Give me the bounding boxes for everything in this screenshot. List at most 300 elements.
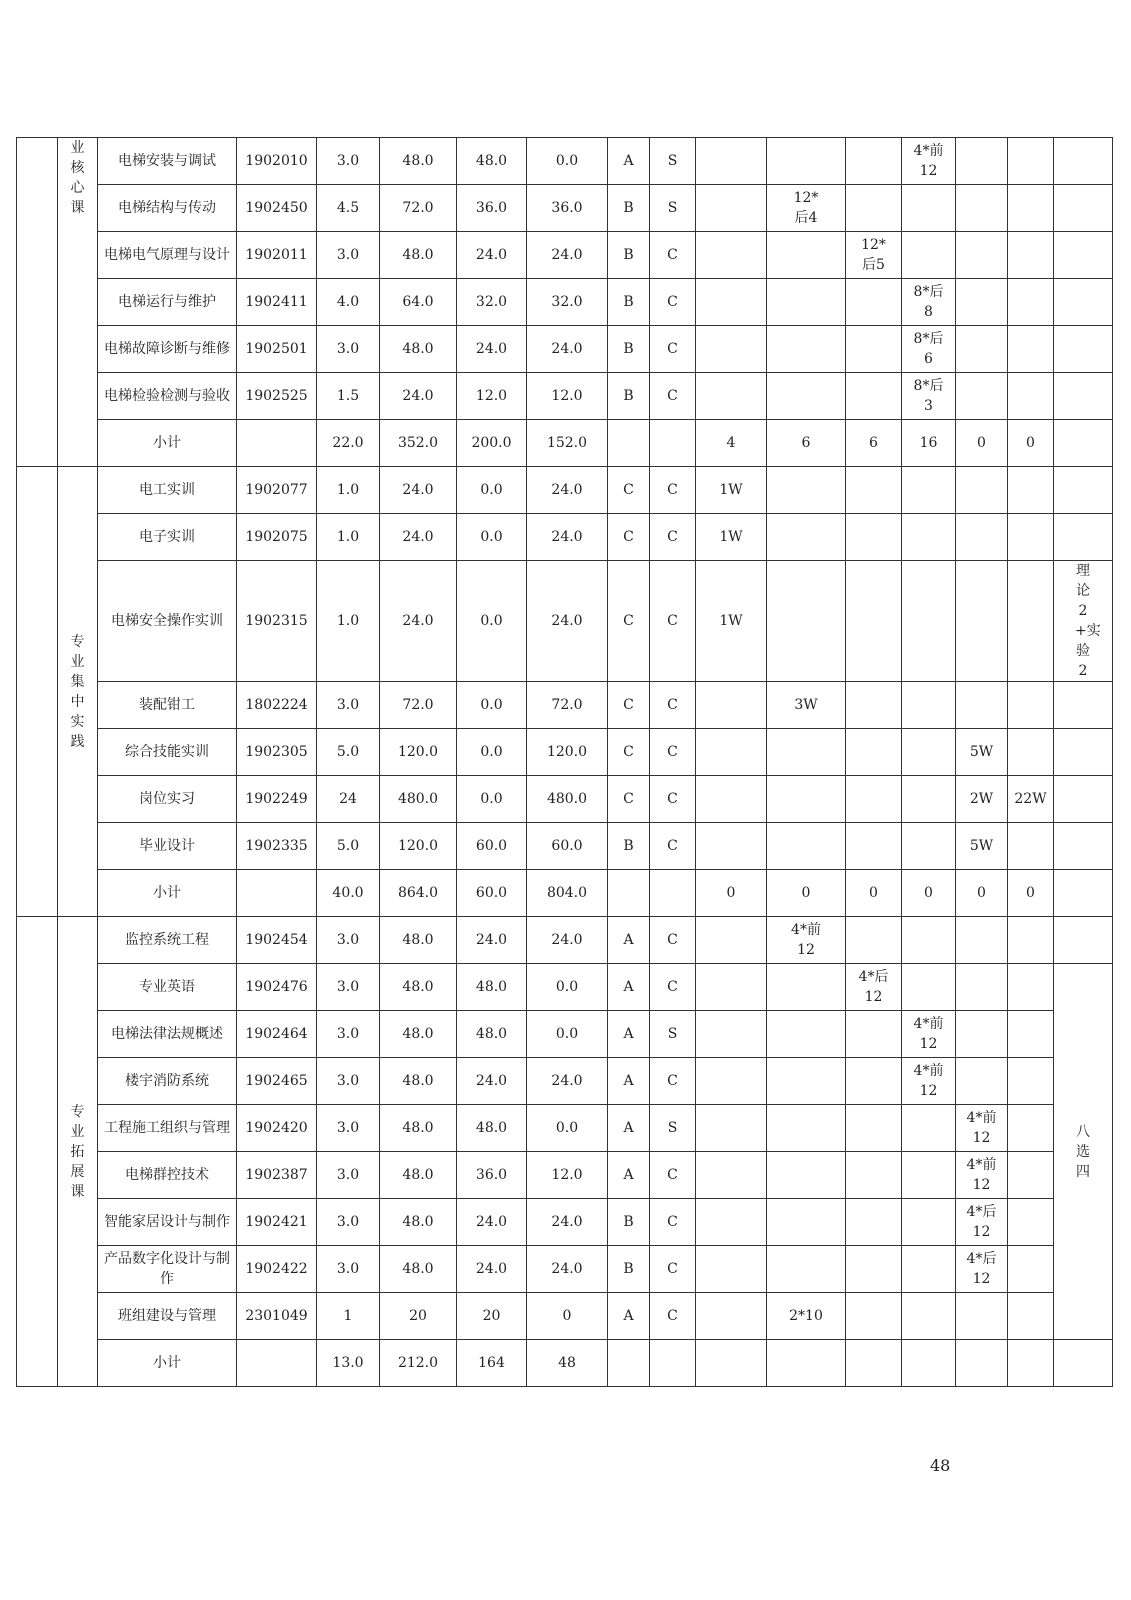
theory-hours: 0.0 [457,776,527,823]
sem-1 [696,1246,767,1293]
practice-hours: 36.0 [527,185,608,232]
theory-hours: 0.0 [457,682,527,729]
remark [1054,326,1113,373]
remark [1054,420,1113,467]
theory-hours: 24.0 [457,326,527,373]
remark [1054,776,1113,823]
sem-4 [902,1105,956,1152]
table-row [17,1152,1113,1199]
assessment: C [650,1246,696,1293]
course-name: 电梯电气原理与设计 [98,232,237,279]
sem-4: 0 [902,870,956,917]
practice-hours: 24.0 [527,1199,608,1246]
theory-hours: 24.0 [457,1058,527,1105]
sem-4 [902,964,956,1011]
course-code: 1902501 [237,326,317,373]
course-type: B [608,185,650,232]
table-row [17,729,1113,776]
sem-4 [902,1011,956,1058]
table-row [17,185,1113,232]
course-code: 1902249 [237,776,317,823]
sem-6 [1008,138,1054,185]
sem-2 [767,1340,846,1387]
assessment [650,1340,696,1387]
course-name: 小计 [98,420,237,467]
course-type: B [608,1199,650,1246]
total-hours: 72.0 [380,185,457,232]
total-hours: 48.0 [380,1105,457,1152]
schedule-text: 4*前12 [966,1157,997,1193]
total-hours: 24.0 [380,514,457,561]
sem-2 [767,823,846,870]
course-type: B [608,279,650,326]
course-code: 1902450 [237,185,317,232]
schedule-text: 8*后6 [913,331,944,367]
sem-1 [696,1199,767,1246]
schedule-text: 4*后12 [966,1251,997,1287]
sem-4 [902,729,956,776]
sem-6 [1008,917,1054,964]
sem-4 [902,823,956,870]
schedule-text: 2*10 [789,1308,823,1324]
sem-4 [902,1340,956,1387]
credits: 5.0 [317,729,380,776]
sem-6: 0 [1008,870,1054,917]
sem-4 [902,1293,956,1340]
section-label-text: 专业拓展课 [70,1103,85,1200]
sem-1 [696,1011,767,1058]
practice-hours: 12.0 [527,1152,608,1199]
sem-5 [956,1293,1008,1340]
sem-2 [767,1058,846,1105]
course-code: 1902411 [237,279,317,326]
assessment: C [650,561,696,682]
sem-3 [846,514,902,561]
practice-hours: 24.0 [527,514,608,561]
sem-6 [1008,185,1054,232]
theory-hours: 200.0 [457,420,527,467]
total-hours: 48.0 [380,1011,457,1058]
practice-hours: 72.0 [527,682,608,729]
remark [1054,185,1113,232]
credits: 3.0 [317,1011,380,1058]
subtotal-row [17,1340,1113,1387]
sem-5 [956,1199,1008,1246]
sem-4 [902,185,956,232]
course-code: 1902465 [237,1058,317,1105]
course-type: B [608,373,650,420]
course-code [237,420,317,467]
remark [1054,232,1113,279]
schedule-text: 4*前12 [913,1016,944,1052]
sem-3 [846,823,902,870]
sem-2 [767,514,846,561]
total-hours: 48.0 [380,1152,457,1199]
schedule-text: 12*后4 [793,190,819,226]
total-hours: 48.0 [380,138,457,185]
sem-3 [846,467,902,514]
course-name: 电梯安装与调试 [98,138,237,185]
sem-6 [1008,279,1054,326]
assessment: C [650,1293,696,1340]
sem-3 [846,279,902,326]
course-type: C [608,561,650,682]
sem-5 [956,561,1008,682]
credits: 3.0 [317,917,380,964]
sem-2 [767,232,846,279]
course-code: 1902077 [237,467,317,514]
table-row [17,138,1113,185]
sem-4 [902,279,956,326]
sem-5 [956,138,1008,185]
schedule-text: 4*后12 [858,969,889,1005]
remark-text: 理论2+实验2 [1075,563,1101,679]
practice-hours: 32.0 [527,279,608,326]
course-name: 综合技能实训 [98,729,237,776]
theory-hours: 0.0 [457,467,527,514]
sem-3 [846,138,902,185]
table-row [17,776,1113,823]
sem-4 [902,1058,956,1105]
left-margin-cell [17,467,58,917]
course-type: B [608,232,650,279]
sem-2 [767,326,846,373]
section-label-text: 业核心课 [70,140,85,216]
course-code: 1902420 [237,1105,317,1152]
sem-3 [846,1011,902,1058]
sem-2: 0 [767,870,846,917]
credits: 3.0 [317,1246,380,1293]
sem-4 [902,1246,956,1293]
subtotal-row [17,870,1113,917]
course-name: 岗位实习 [98,776,237,823]
remark [1054,917,1113,964]
practice-hours: 0.0 [527,1011,608,1058]
course-type: A [608,1105,650,1152]
elective-note-text: 八选四 [1076,1123,1090,1180]
theory-hours: 60.0 [457,823,527,870]
course-type [608,420,650,467]
sem-3 [846,373,902,420]
sem-3 [846,917,902,964]
sem-4 [902,138,956,185]
course-code: 1902525 [237,373,317,420]
theory-hours: 24.0 [457,232,527,279]
assessment: C [650,917,696,964]
total-hours: 48.0 [380,1246,457,1293]
sem-5 [956,917,1008,964]
course-code: 1902075 [237,514,317,561]
sem-4 [902,561,956,682]
sem-6 [1008,1199,1054,1246]
remark [1054,561,1113,682]
sem-1: 1W [696,514,767,561]
sem-2 [767,729,846,776]
sem-3: 0 [846,870,902,917]
practice-hours: 24.0 [527,561,608,682]
course-code: 1902335 [237,823,317,870]
course-name: 电梯群控技术 [98,1152,237,1199]
sem-6 [1008,1105,1054,1152]
course-type: A [608,138,650,185]
sem-6 [1008,1152,1054,1199]
table-row [17,514,1113,561]
credits: 3.0 [317,138,380,185]
credits: 3.0 [317,1058,380,1105]
sem-6 [1008,1058,1054,1105]
sem-1 [696,729,767,776]
practice-hours: 24.0 [527,467,608,514]
theory-hours: 32.0 [457,279,527,326]
sem-5 [956,682,1008,729]
table-row [17,682,1113,729]
sem-1 [696,1058,767,1105]
assessment: C [650,514,696,561]
credits: 3.0 [317,682,380,729]
sem-3 [846,964,902,1011]
remark [1054,467,1113,514]
total-hours: 120.0 [380,729,457,776]
table-row [17,467,1113,514]
table-row [17,1105,1113,1152]
course-name: 装配钳工 [98,682,237,729]
course-code: 1902464 [237,1011,317,1058]
total-hours: 24.0 [380,373,457,420]
sem-1 [696,1293,767,1340]
sem-5 [956,185,1008,232]
course-type: A [608,917,650,964]
course-type [608,870,650,917]
assessment: C [650,373,696,420]
theory-hours: 24.0 [457,917,527,964]
sem-5: 5W [956,729,1008,776]
sem-2 [767,964,846,1011]
sem-1 [696,776,767,823]
total-hours: 864.0 [380,870,457,917]
schedule-text: 4*前12 [913,143,944,179]
sem-3 [846,185,902,232]
theory-hours: 48.0 [457,1011,527,1058]
sem-3 [846,1058,902,1105]
credits: 24 [317,776,380,823]
sem-4 [902,326,956,373]
sem-3: 6 [846,420,902,467]
total-hours: 48.0 [380,326,457,373]
total-hours: 24.0 [380,561,457,682]
course-name: 电梯运行与维护 [98,279,237,326]
sem-5 [956,1340,1008,1387]
sem-6 [1008,514,1054,561]
sem-6: 22W [1008,776,1054,823]
practice-hours: 24.0 [527,232,608,279]
course-type: A [608,1152,650,1199]
practice-hours: 12.0 [527,373,608,420]
theory-hours: 0.0 [457,514,527,561]
schedule-text: 4*前12 [791,922,821,958]
course-code: 1902421 [237,1199,317,1246]
assessment: C [650,1058,696,1105]
remark [1054,1340,1113,1387]
remark [1054,279,1113,326]
theory-hours: 0.0 [457,729,527,776]
sem-4 [902,373,956,420]
sem-5 [956,1152,1008,1199]
course-type: A [608,964,650,1011]
theory-hours: 12.0 [457,373,527,420]
course-code: 2301049 [237,1293,317,1340]
course-code: 1902010 [237,138,317,185]
sem-5: 0 [956,870,1008,917]
practice-hours: 0.0 [527,1105,608,1152]
course-code: 1902454 [237,917,317,964]
assessment: C [650,729,696,776]
assessment [650,420,696,467]
theory-hours: 164 [457,1340,527,1387]
table-row [17,1011,1113,1058]
sem-2 [767,561,846,682]
sem-5 [956,964,1008,1011]
course-code [237,870,317,917]
practice-hours: 152.0 [527,420,608,467]
sem-6 [1008,373,1054,420]
sem-5 [956,1058,1008,1105]
sem-6 [1008,964,1054,1011]
sem-2 [767,1105,846,1152]
course-type: C [608,467,650,514]
course-type: C [608,776,650,823]
sem-4 [902,232,956,279]
credits: 4.0 [317,279,380,326]
sem-5 [956,1105,1008,1152]
sem-3 [846,1152,902,1199]
credits: 3.0 [317,1152,380,1199]
course-name: 小计 [98,1340,237,1387]
sem-3 [846,1340,902,1387]
sem-6 [1008,326,1054,373]
table-row [17,1058,1113,1105]
credits: 1.5 [317,373,380,420]
sem-6 [1008,682,1054,729]
theory-hours: 24.0 [457,1199,527,1246]
sem-3 [846,1199,902,1246]
sem-1 [696,823,767,870]
theory-hours: 36.0 [457,185,527,232]
sem-5 [956,326,1008,373]
course-name: 电梯结构与传动 [98,185,237,232]
course-name: 电子实训 [98,514,237,561]
practice-hours: 0.0 [527,964,608,1011]
remark [1054,823,1113,870]
total-hours: 48.0 [380,1058,457,1105]
course-name: 工程施工组织与管理 [98,1105,237,1152]
assessment: C [650,776,696,823]
table-row [17,561,1113,682]
credits: 3.0 [317,1105,380,1152]
course-name: 楼宇消防系统 [98,1058,237,1105]
table-row [17,326,1113,373]
sem-5: 0 [956,420,1008,467]
sem-4 [902,467,956,514]
course-code: 1902315 [237,561,317,682]
practice-hours: 24.0 [527,917,608,964]
course-name: 电梯安全操作实训 [98,561,237,682]
sem-1 [696,917,767,964]
theory-hours: 48.0 [457,964,527,1011]
course-code: 1802224 [237,682,317,729]
sem-4 [902,1199,956,1246]
assessment: S [650,138,696,185]
assessment: C [650,682,696,729]
assessment [650,870,696,917]
sem-4: 16 [902,420,956,467]
total-hours: 48.0 [380,917,457,964]
practice-hours: 120.0 [527,729,608,776]
table-row [17,964,1113,1011]
sem-1 [696,964,767,1011]
course-name: 电工实训 [98,467,237,514]
sem-3 [846,1105,902,1152]
remark [1054,373,1113,420]
theory-hours: 48.0 [457,1105,527,1152]
sem-6 [1008,1340,1054,1387]
course-code [237,1340,317,1387]
credits: 22.0 [317,420,380,467]
table-row [17,823,1113,870]
assessment: C [650,823,696,870]
schedule-text: 8*后8 [913,284,944,320]
schedule-text: 12*后5 [861,237,886,273]
sem-2 [767,138,846,185]
practice-hours: 48 [527,1340,608,1387]
sem-2 [767,917,846,964]
sem-6: 0 [1008,420,1054,467]
sem-1 [696,1340,767,1387]
course-type [608,1340,650,1387]
sem-1 [696,1105,767,1152]
section-label-text: 专业集中实践 [70,633,85,750]
sem-3 [846,1293,902,1340]
credits: 4.5 [317,185,380,232]
sem-1: 4 [696,420,767,467]
sem-6 [1008,1011,1054,1058]
sem-5 [956,279,1008,326]
sem-3 [846,326,902,373]
sem-5 [956,514,1008,561]
sem-1 [696,138,767,185]
sem-6 [1008,823,1054,870]
course-type: A [608,1011,650,1058]
practice-hours: 24.0 [527,1246,608,1293]
sem-2 [767,1152,846,1199]
credits: 3.0 [317,964,380,1011]
total-hours: 48.0 [380,964,457,1011]
credits: 1.0 [317,514,380,561]
sem-2 [767,776,846,823]
course-code: 1902422 [237,1246,317,1293]
theory-hours: 20 [457,1293,527,1340]
section-label [58,917,98,1387]
total-hours: 48.0 [380,232,457,279]
sem-1: 1W [696,467,767,514]
sem-2: 6 [767,420,846,467]
course-type: B [608,823,650,870]
assessment: C [650,232,696,279]
course-name: 电梯法律法规概述 [98,1011,237,1058]
practice-hours: 804.0 [527,870,608,917]
course-type: A [608,1058,650,1105]
theory-hours: 60.0 [457,870,527,917]
practice-hours: 60.0 [527,823,608,870]
